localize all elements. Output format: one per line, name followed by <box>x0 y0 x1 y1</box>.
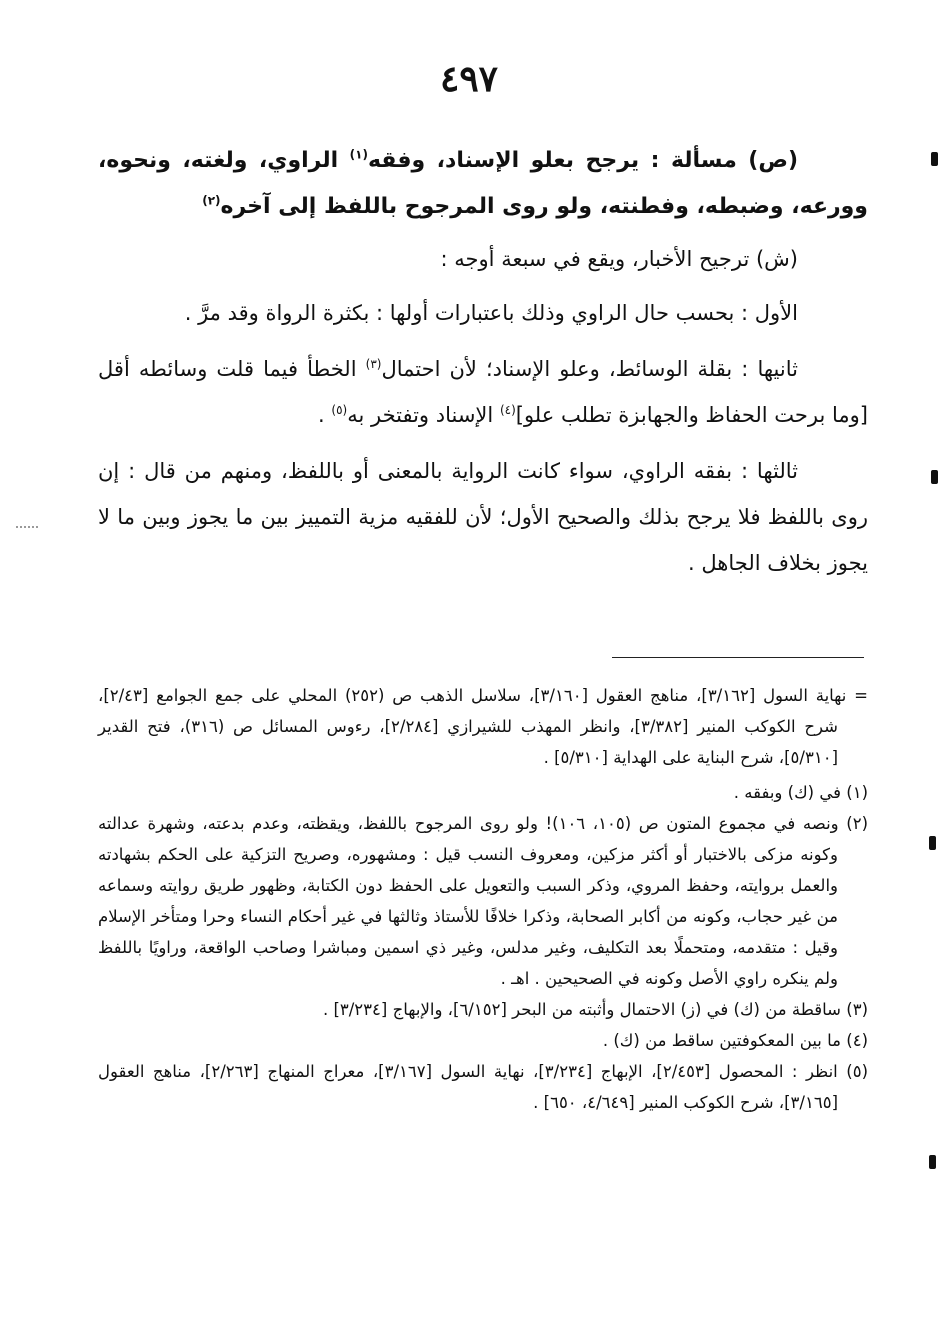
page-number: ٤٩٧ <box>439 58 498 100</box>
sharh-second-part-a: ثانيها : بقلة الوسائط، وعلو الإسناد؛ لأن احتمال <box>381 357 798 381</box>
main-text <box>98 138 868 586</box>
footnote-2: (٢) ونصه في مجموع المتون ص (١٠٥، ١٠٦)! ولو روى المرجوح باللفظ، ويقظته، وعدم بدعته، وشهرة عدالته وكونه مزكى بالاختبار أو أكثر مزكين، ومعروف النسب قيل : ومشهوره، وصريح التزكية على الحكم بشهادته والعمل بروايته، وحفظ المروي، وذكر السبب والتعويل على الحفظ دون الكتابة، وظهور طريق روايته وسماعه من غير حجاب، وكونه من أكابر الصحابة، وذكرا خلافًا للأستاذ وثالثها في غير أحكام النساء وحرا ومتأخر الإسلام وقيل : متقدمه، ومتحملًا بعد التكليف، وغير مدلس، وغير ذي اسمين ومباشرا وصاحب الواقعة، وراويًا باللفظ ولم ينكره راوي الأصل وكونه في الصحيحين . اهـ . <box>98 814 868 988</box>
footnote-separator <box>612 657 864 658</box>
sharh-third: ثالثها : بفقه الراوي، سواء كانت الرواية بالمعنى أو باللفظ، ومنهم من قال : إن روى باللفظ فلا يرجح بذلك والصحيح الأول؛ لأن للفقيه مزية التمييز بين ما يجوز وبين ما لا يجوز بخلاف الجاهل . <box>98 459 868 575</box>
footnote-5: (٥) انظر : المحصول [٢/٤٥٣]، الإبهاج [٣/٢٣٤]، نهاية السول [٣/١٦٧]، معراج المنهاج [٢/٢٦٣]، مناهج العقول [٣/١٦٥]، شرح الكوكب المنير [٤/٦٤٩، ٦٥٠] . <box>98 1062 868 1112</box>
sharh-first: الأول : بحسب حال الراوي وذلك باعتبارات أولها : بكثرة الرواة وقد مرَّ . <box>184 301 798 325</box>
footnote-continuation: = نهاية السول [٣/١٦٢]، مناهج العقول [٣/١٦٠]، سلاسل الذهب ص (٢٥٢) المحلي على جمع الجوامع [٢/٤٣]، شرح الكوكب المنير [٣/٣٨٢]، وانظر المهذب للشيرازي [٢/٢٨٤]، رءوس المسائل ص (٣١٦)، فتح القدير [٥/٣١٠]، شرح البناية على الهداية [٥/٣١٠] . <box>98 686 869 767</box>
masala-paragraph <box>98 138 868 230</box>
footnote-1: (١) في (ك) وبفقه . <box>733 783 868 802</box>
sharh-second-part-b: الخطأ فيما قلت وسائطه أقل [وما برحت الحفاظ والجهابزة تطلب علو] <box>98 357 868 427</box>
masala-line-2: الراوي، ولغته، ونحوه، وورعه، وضبطه، وفطنته، ولو روى المرجوح باللفظ إلى آخره <box>98 148 868 219</box>
scan-speck <box>16 526 38 534</box>
footnote-ref-2: (٢) <box>202 193 221 208</box>
masala-line-1: (ص) مسألة : يرجح بعلو الإسناد، وفقه <box>367 148 798 173</box>
scan-mark-middle <box>931 470 938 484</box>
scan-mark-lower <box>929 836 936 850</box>
footnote-ref-5: (٥) <box>331 403 348 417</box>
sharh-second-part-c: الإسناد وتفتخر به <box>347 403 494 427</box>
scan-mark-bottom <box>929 1155 936 1169</box>
footnote-ref-3: (٣) <box>365 357 382 371</box>
footnote-4: (٤) ما بين المعكوفتين ساقط من (ك) . <box>602 1031 868 1050</box>
sharh-second-part-d: . <box>318 403 332 427</box>
sharh-second <box>98 346 868 438</box>
footnote-3: (٣) ساقطة من (ك) في (ز) الاحتمال وأثبته من البحر [٦/١٥٢]، والإبهاج [٣/٢٣٤] . <box>322 1000 868 1019</box>
footnote-ref-1: (١) <box>349 147 368 162</box>
footnotes <box>98 680 868 1118</box>
scan-mark-top <box>931 152 938 166</box>
sharh-intro: (ش) ترجيح الأخبار، ويقع في سبعة أوجه : <box>440 247 798 271</box>
footnote-ref-4: (٤) <box>499 403 516 417</box>
